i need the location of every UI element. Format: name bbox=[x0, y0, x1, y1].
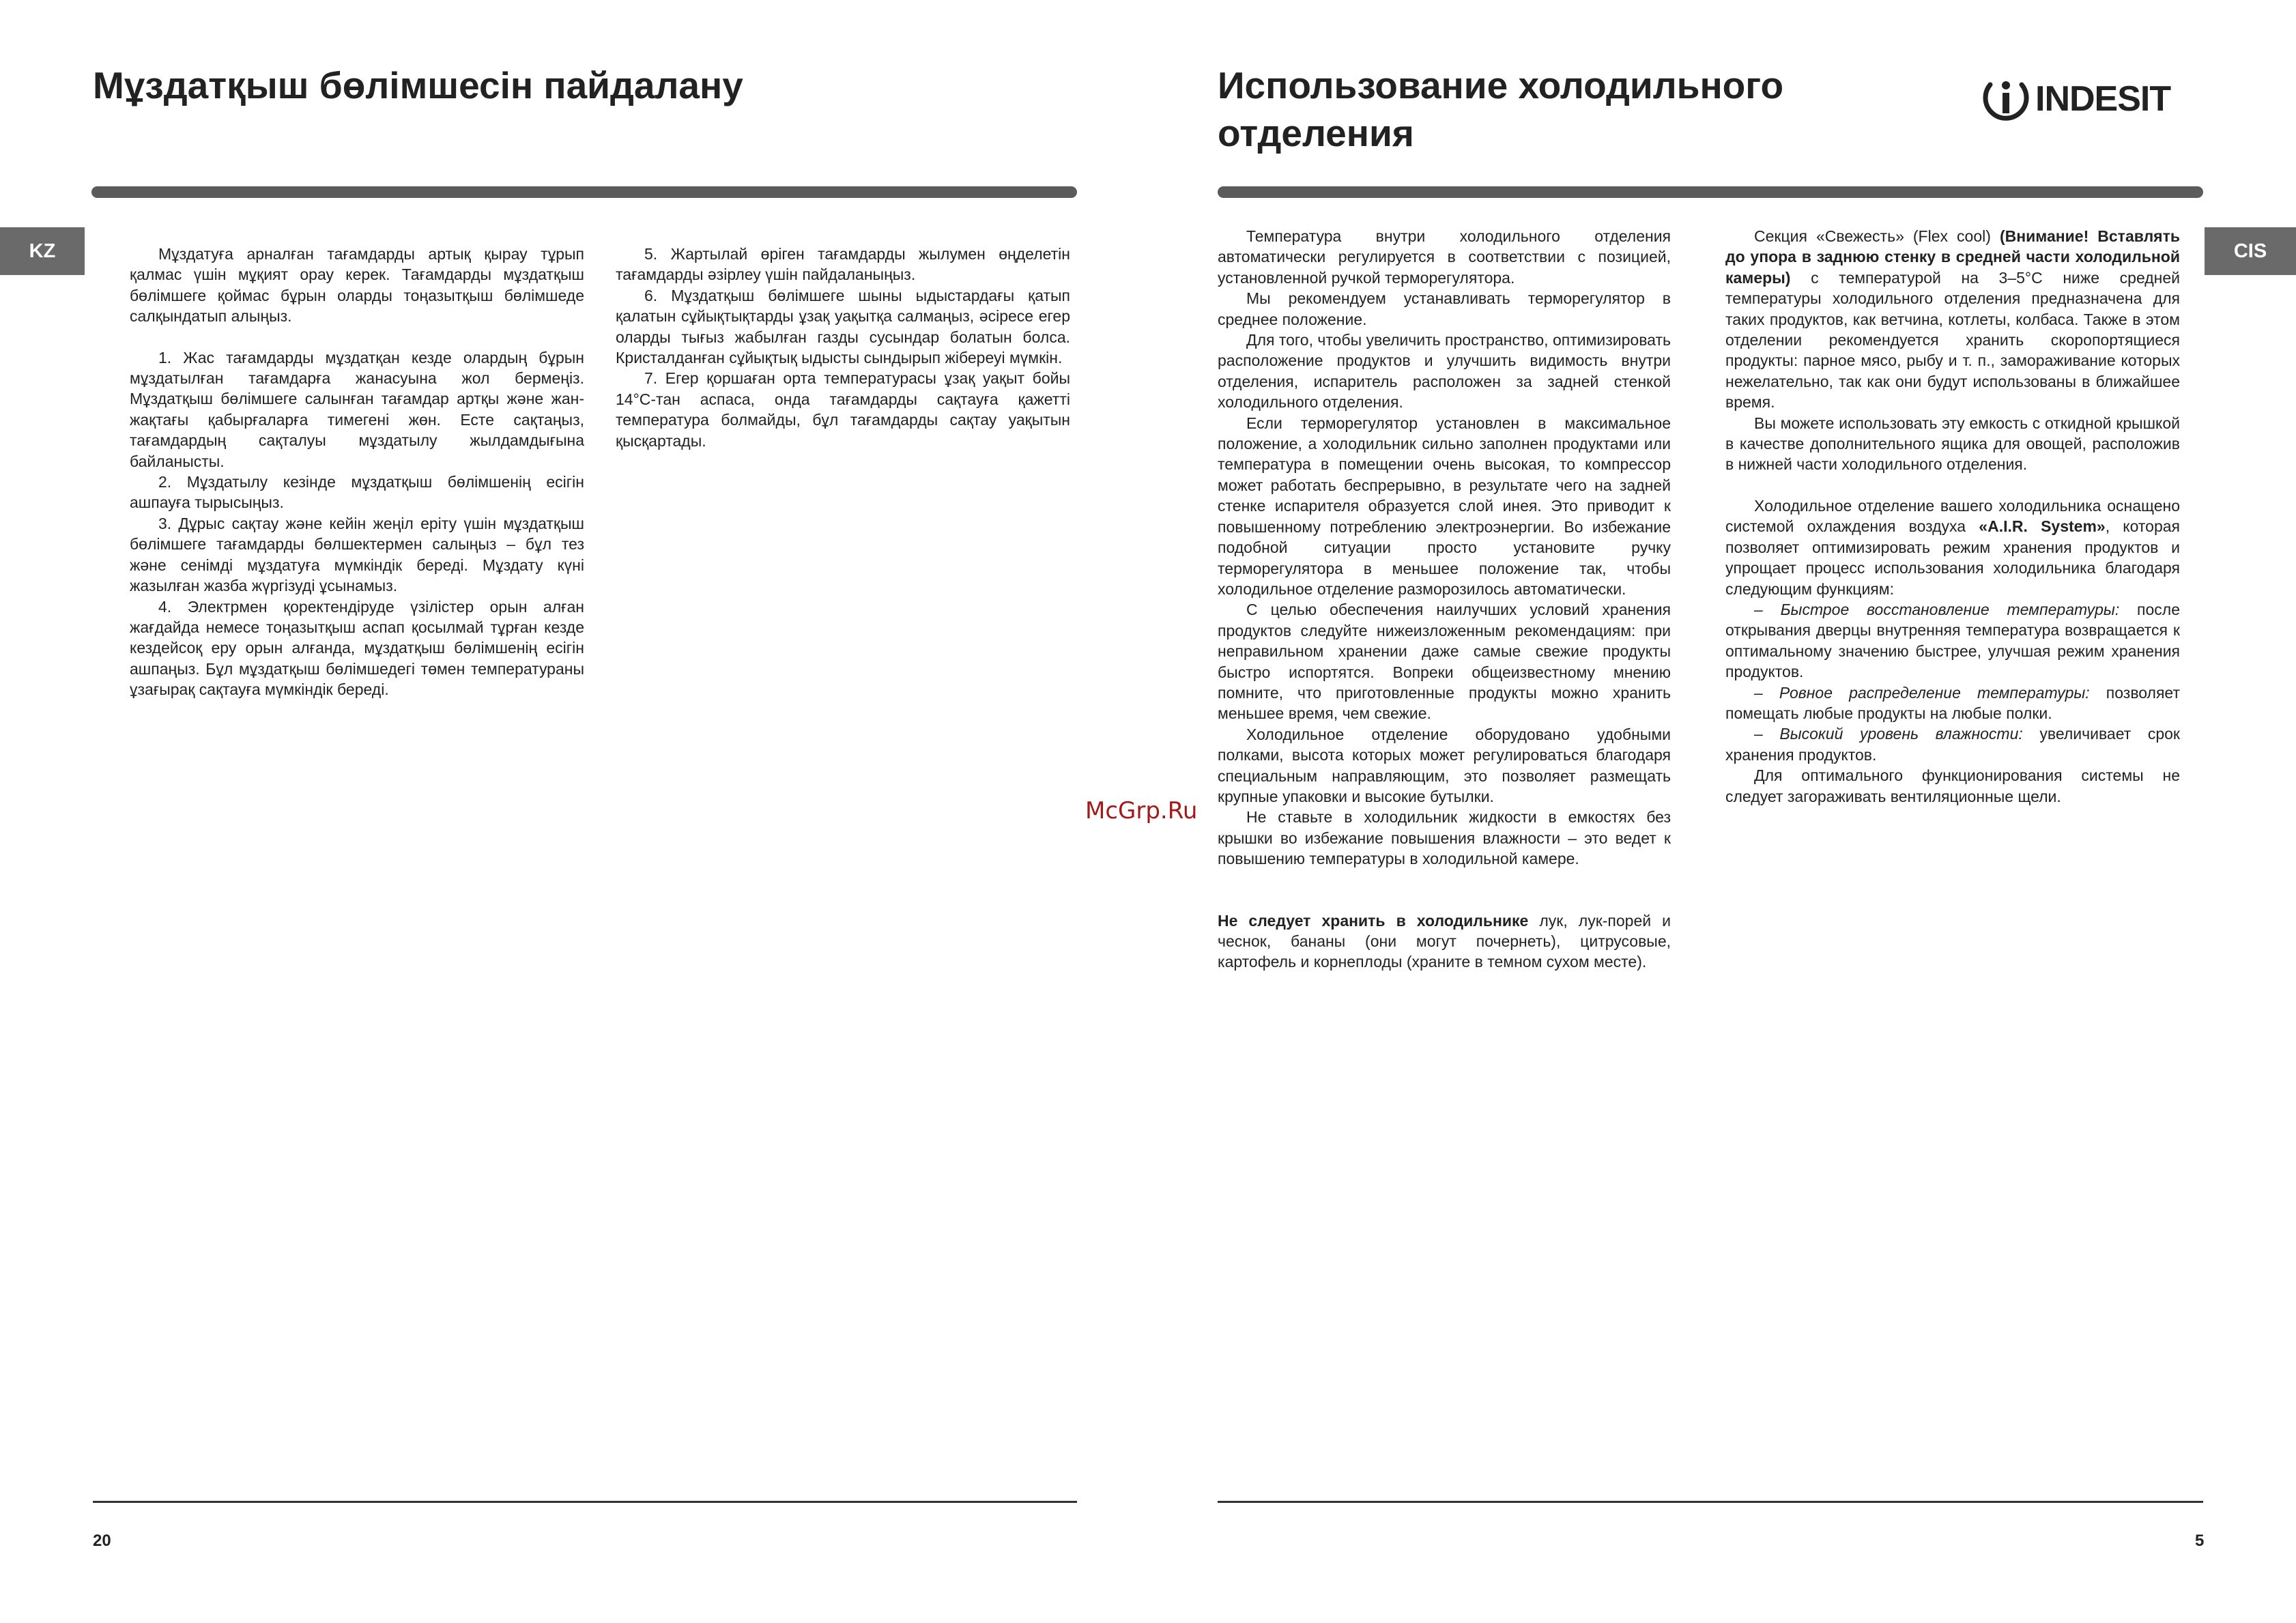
watermark: McGrp.Ru bbox=[1085, 797, 1198, 824]
feature-title: – Высокий уровень влажности: bbox=[1754, 725, 2023, 743]
paragraph: Вы можете использовать эту емкость с откидной крышкой в качестве дополнительного ящика для овощей, расположив в нижней части холодильного отделения. bbox=[1725, 414, 2180, 474]
paragraph: 2. Мұздатылу кезінде мұздатқыш бөлімшенің есігін ашпауға тырысыңыз. bbox=[130, 473, 584, 512]
flexcool-warning: (Внимание! Вставлять до упора в заднюю стенку в средней части холодильной камеры) bbox=[1725, 227, 2181, 287]
storage-warning-text: лук, лук-порей и чеснок, бананы (они могут почернеть), цитрусовые, картофель и корнеплоды (храните в темном сухом месте). bbox=[1218, 911, 1671, 971]
left-footer-rule bbox=[93, 1501, 1077, 1503]
right-footer-rule bbox=[1218, 1501, 2203, 1503]
paragraph: Для оптимального функционирования системы не следует загораживать вентиляционные щели. bbox=[1725, 766, 2180, 805]
right-page-title bbox=[1218, 61, 1783, 157]
paragraph: Мы рекомендуем устанавливать терморегулятор в среднее положение. bbox=[1218, 289, 1671, 328]
paragraph: 3. Дұрыс сақтау және кейін жеңіл еріту үшін мұздатқыш бөлімшеге тағамдарды бөлшектермен салыңыз – бұл тез және сенімді мұздатуға мүмкіндік береді. Мұздату күні жазылған жазба жүргізуді ұсынамыз. bbox=[130, 514, 584, 595]
brand-name: INDESIT bbox=[2035, 79, 2171, 119]
feature-item bbox=[1725, 683, 2180, 724]
right-column-1 bbox=[1218, 226, 1671, 973]
paragraph: 5. Жартылай өріген тағамдарды жылумен өңделетін тағамдарды әзірлеу үшін пайдаланыңыз. bbox=[616, 245, 1070, 284]
flexcool-intro: Секция «Свежесть» (Flex cool) bbox=[1754, 227, 2000, 245]
left-page-title: Мұздатқыш бөлімшесін пайдалану bbox=[93, 64, 743, 106]
right-title-line-1: Использование холодильного bbox=[1218, 64, 1784, 106]
paragraph: Для того, чтобы увеличить пространство, оптимизировать расположение продуктов и улучшить видимость внутри отделения, испаритель расположен за задней стенкой холодильного отделения. bbox=[1218, 331, 1671, 412]
feature-title: – Быстрое восстановление температуры: bbox=[1754, 600, 2120, 618]
right-header-rule bbox=[1218, 186, 2203, 198]
left-header-rule bbox=[91, 186, 1077, 198]
paragraph: Мұздатуға арналған тағамдарды артық қырау тұрып қалмас үшін мұқият орау керек. Тағамдарды мұздатқыш бөлімшеге қоймас бұрын оларды тоңазытқыш бөлімшеде салқындатып алыңыз. bbox=[130, 245, 584, 326]
feature-item bbox=[1725, 723, 2180, 765]
feature-text: позволяет помещать любые продукты на любые полки. bbox=[1725, 683, 2180, 722]
feature-title: – Ровное распределение температуры: bbox=[1754, 683, 2090, 702]
indesit-logo bbox=[1981, 74, 2170, 124]
paragraph: С целью обеспечения наилучших условий хранения продуктов следуйте нижеизложенным рекомендациям: при неправильном хранении даже самые свежие продукты быстро испортятся. Вопреки общеизвестному мнению помните, что приготовленные продукты можно хранить меньшее время, чем свежие. bbox=[1218, 601, 1671, 723]
paragraph: Не ставьте в холодильник жидкости в емкостях без крышки во избежание повышения влажности – это ведет к повышению температуры в холодильной камере. bbox=[1218, 808, 1671, 868]
paragraph bbox=[1725, 495, 2180, 599]
storage-warning bbox=[1218, 910, 1671, 973]
left-column-2 bbox=[616, 244, 1070, 451]
right-title-line-2: отделения bbox=[1218, 112, 1414, 154]
paragraph: 6. Мұздатқыш бөлімшеге шыны ыдыстардағы қатып қалатын сұйықтықтарды ұзақ уақытқа салмаңыз, әсіресе егер оларды тығыз жабылған газды сусындар болатын болса. Кристалданған сұйықтық ыдысты сындырып жібереуі мүмкін. bbox=[616, 286, 1070, 367]
left-page-number: 20 bbox=[93, 1532, 111, 1550]
air-system-name: «A.I.R. System» bbox=[1979, 517, 2106, 536]
feature-item bbox=[1725, 599, 2180, 683]
paragraph: Температура внутри холодильного отделения автоматически регулируется в соответствии с позицией, установленной ручкой терморегулятора. bbox=[1218, 227, 1671, 287]
paragraph: Холодильное отделение оборудовано удобными полками, высота которых может регулироваться благодаря специальным направляющим, это позволяет размещать крупные упаковки и высокие бутылки. bbox=[1218, 725, 1671, 805]
paragraph bbox=[1725, 226, 2180, 413]
indesit-logo-icon bbox=[1981, 74, 2031, 124]
feature-text: после открывания дверцы внутренняя температура возвращается к оптимальному значению быстрее, улучшая режим хранения продуктов. bbox=[1725, 600, 2180, 681]
paragraph: 1. Жас тағамдарды мұздатқан кезде олардың бұрын мұздатылған тағамдарға жанасуына жол бермеңіз. Мұздатқыш бөлімшеге салынған тағамдар артқы және жан-жақтағы қабырғаларға тимегені жөн. Есте сақтаңыз, тағамдардың сақталуы мұздатылу жылдамдығына байланысты. bbox=[130, 348, 584, 470]
left-column-1 bbox=[130, 244, 584, 700]
paragraph: Если терморегулятор установлен в максимальное положение, а холодильник сильно заполнен продуктами или температура в помещении очень высокая, то компрессор может работать беспрерывно, в результате чего на задней стенке испарителя образуется слой инея. Это приводит к повышенному потреблению электроэнергии. Во избежание подобной ситуации просто установите ручку терморегулятора в меньшее положение так, чтобы холодильное отделение разморозилось автоматически. bbox=[1218, 414, 1671, 598]
flexcool-text: с температурой на 3–5°С ниже средней температуры холодильного отделения предназначена для таких продуктов, как ветчина, котлеты, колбаса. Также в этом отделении рекомендуется хранить скоропортящиеся продукты: парное мясо, рыбу и т. п., замораживание которых нежелательно, так как они будут использованы в ближайшее время. bbox=[1725, 268, 2180, 412]
feature-text: увеличивает срок хранения продуктов. bbox=[1725, 725, 2180, 764]
right-column-2 bbox=[1725, 226, 2180, 807]
lang-tab-cis: CIS bbox=[2205, 227, 2296, 275]
storage-warning-bold: Не следует хранить в холодильнике bbox=[1218, 911, 1529, 930]
lang-tab-kz: KZ bbox=[0, 227, 85, 275]
paragraph: 7. Егер қоршаған орта температурасы ұзақ уақыт бойы 14°С-тан аспаса, онда тағамдарды сақтауға қажетті температура болмайды, бұл тағамдарды сақтау уақытын қысқартады. bbox=[616, 369, 1070, 450]
air-intro: Холодильное отделение вашего холодильника оснащено системой охлаждения воздуха bbox=[1725, 496, 2180, 536]
right-page-number: 5 bbox=[2195, 1532, 2205, 1550]
paragraph: 4. Электрмен қоректендіруде үзілістер орын алған жағдайда немесе тоңазытқыш аспап қосылмай тұрған кезде кездейсоқ еру орын алғанда, мұздатқыш бөлімшенің есігін ашпаңыз. Бұл мұздатқыш бөлімшедегі төмен температураны ұзағырақ сақтауға мүмкіндік береді. bbox=[130, 597, 584, 699]
air-text: , которая позволяет оптимизировать режим хранения продуктов и упрощает процесс использования холодильника благодаря следующим функциям: bbox=[1725, 517, 2180, 598]
